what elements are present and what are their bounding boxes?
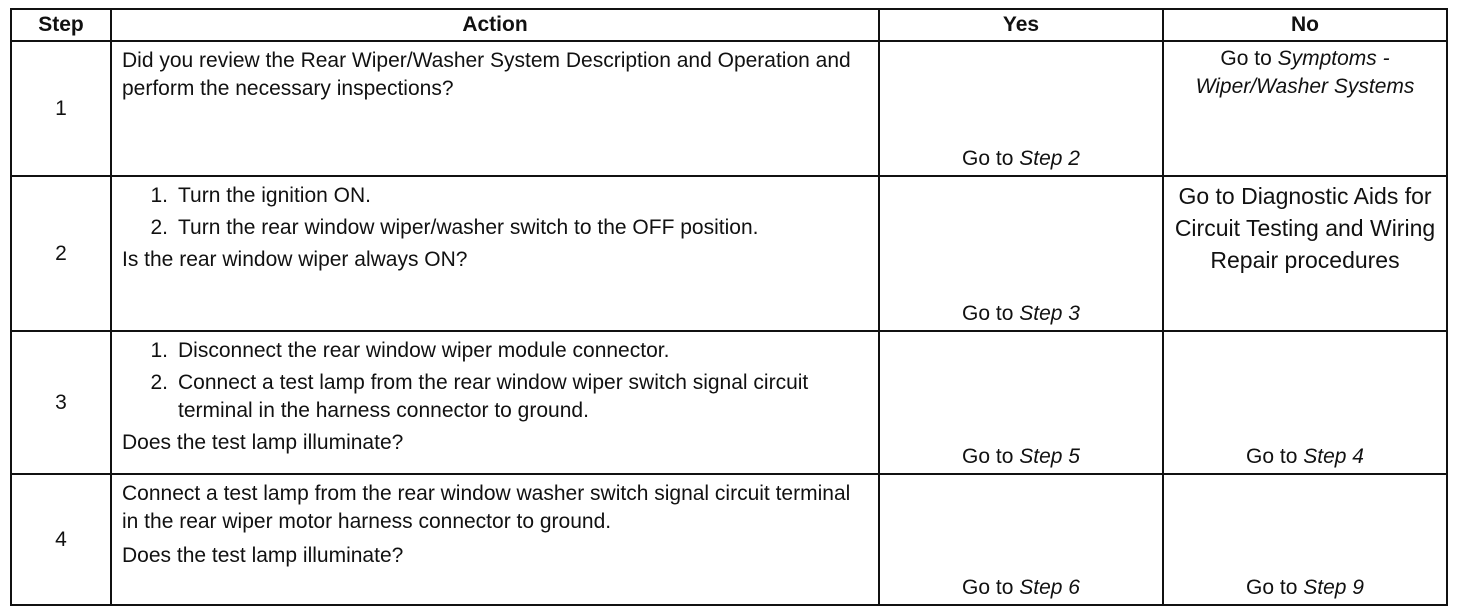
- no-cell[interactable]: [1163, 41, 1447, 176]
- no-link[interactable]: Step 9: [1303, 576, 1364, 599]
- action-cell: [111, 176, 879, 331]
- substep: [122, 369, 870, 425]
- substep-number: 1.: [150, 184, 168, 207]
- action-text: Connect a test lamp from the rear window washer switch signal circuit terminal in the rear wiper motor harness connector to ground.: [122, 482, 851, 533]
- action-question: Does the test lamp illuminate?: [122, 544, 404, 567]
- substep-text: Turn the ignition ON.: [178, 184, 371, 207]
- yes-cell[interactable]: [879, 474, 1163, 605]
- diagnostic-table: [10, 8, 1448, 606]
- action-cell: [111, 331, 879, 474]
- no-prefix: Go to: [1246, 445, 1304, 468]
- substep-number: 2.: [150, 371, 168, 394]
- yes-prefix: Go to: [962, 445, 1020, 468]
- action-cell: [111, 41, 879, 176]
- step-number: 1: [11, 41, 111, 176]
- substep-text: Connect a test lamp from the rear window wiper switch signal circuit terminal in the harness connector to ground.: [178, 371, 809, 422]
- yes-link[interactable]: Step 6: [1019, 576, 1080, 599]
- action-cell: [111, 474, 879, 605]
- no-link[interactable]: Step 4: [1303, 445, 1364, 468]
- step-number: 2: [11, 176, 111, 331]
- substep-text: Turn the rear window wiper/washer switch to the OFF position.: [178, 216, 759, 239]
- yes-cell[interactable]: [879, 331, 1163, 474]
- header-step: Step: [11, 9, 111, 41]
- yes-link[interactable]: Step 3: [1019, 302, 1080, 325]
- table-row: [11, 176, 1447, 331]
- no-cell[interactable]: [1163, 474, 1447, 605]
- action-text: Did you review the Rear Wiper/Washer System Description and Operation and perform the necessary inspections?: [122, 49, 851, 100]
- table-row: [11, 41, 1447, 176]
- substep-text: Disconnect the rear window wiper module connector.: [178, 339, 670, 362]
- no-cell[interactable]: [1163, 331, 1447, 474]
- no-link[interactable]: Symptoms - Wiper/Washer Systems: [1195, 47, 1415, 98]
- step-number: 4: [11, 474, 111, 605]
- step-number: 3: [11, 331, 111, 474]
- substep-number: 2.: [150, 216, 168, 239]
- yes-cell[interactable]: [879, 41, 1163, 176]
- header-row: [11, 9, 1447, 41]
- yes-link[interactable]: Step 5: [1019, 445, 1080, 468]
- yes-prefix: Go to: [962, 576, 1020, 599]
- action-question: Does the test lamp illuminate?: [122, 431, 404, 454]
- table-row: [11, 474, 1447, 605]
- substep: [122, 182, 870, 210]
- yes-prefix: Go to: [962, 302, 1020, 325]
- substep: [122, 214, 870, 242]
- header-yes: Yes: [879, 9, 1163, 41]
- yes-cell[interactable]: [879, 176, 1163, 331]
- no-prefix: Go to: [1246, 576, 1304, 599]
- substep: [122, 337, 870, 365]
- table-row: [11, 331, 1447, 474]
- header-action: Action: [111, 9, 879, 41]
- yes-link[interactable]: Step 2: [1019, 147, 1080, 170]
- action-question: Is the rear window wiper always ON?: [122, 248, 468, 271]
- diagnostic-table-container: [10, 8, 1448, 606]
- header-no: No: [1163, 9, 1447, 41]
- yes-prefix: Go to: [962, 147, 1020, 170]
- no-prefix: Go to: [1220, 47, 1278, 70]
- no-text[interactable]: Go to Diagnostic Aids for Circuit Testing and Wiring Repair procedures: [1174, 183, 1436, 273]
- substep-number: 1.: [150, 339, 168, 362]
- no-cell[interactable]: [1163, 176, 1447, 331]
